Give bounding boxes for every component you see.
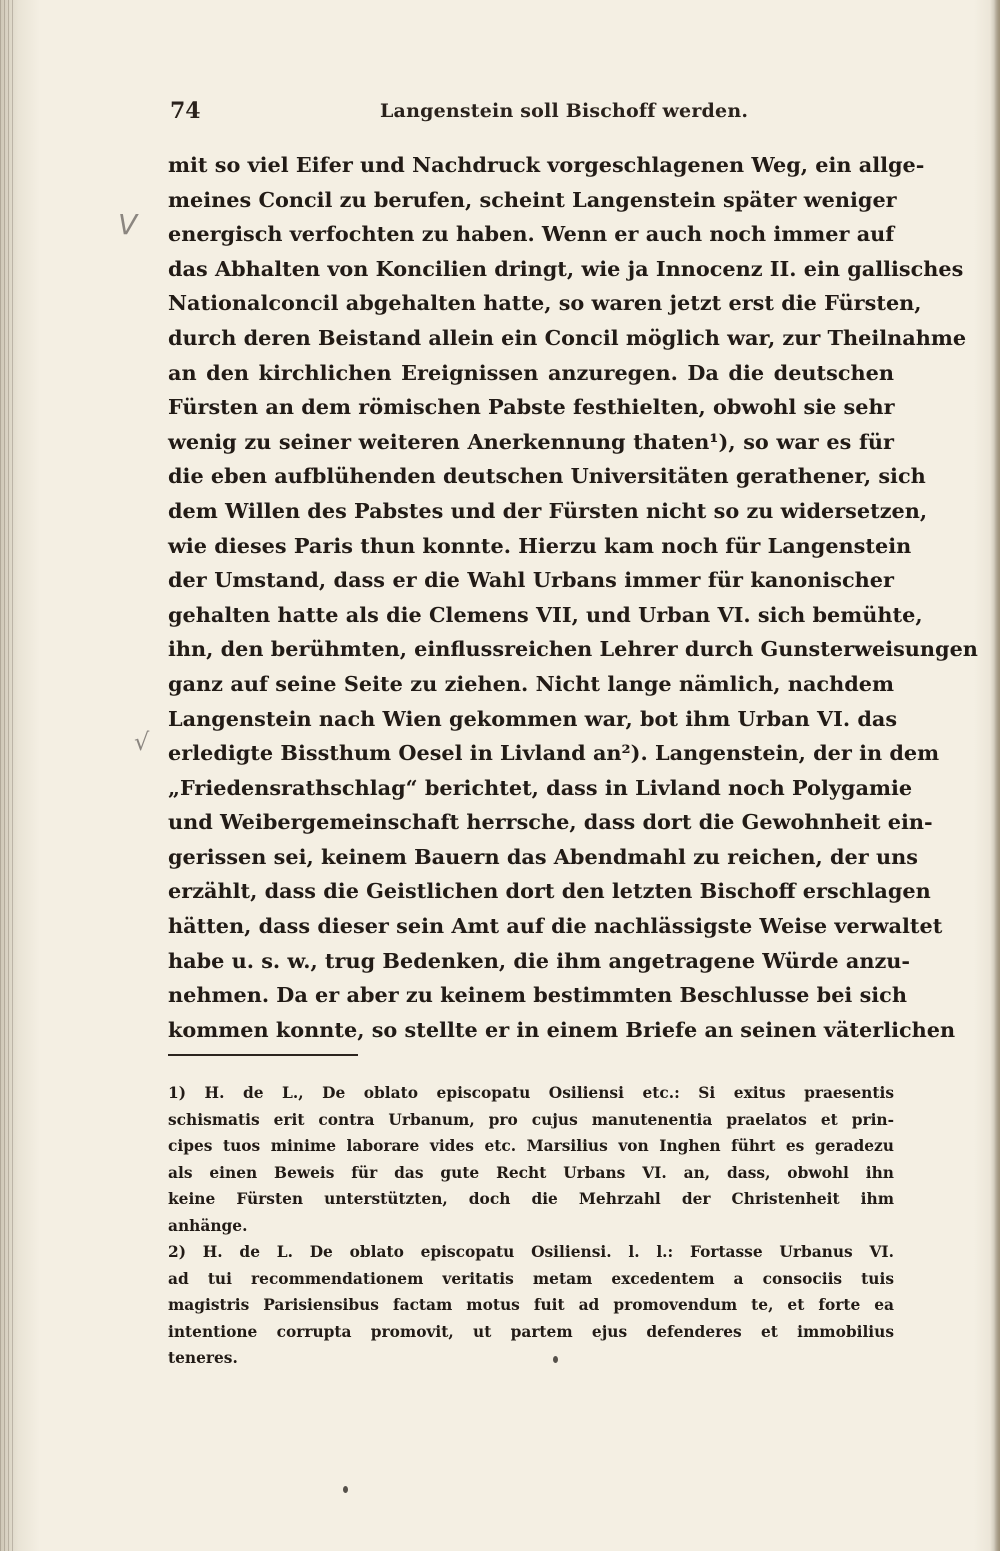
text-line: Nationalconcil abgehalten hatte, so waren jetzt erst die Fürsten, bbox=[168, 290, 922, 316]
text-line: wenig zu seiner weiteren Anerkennung thaten¹), so war es für bbox=[168, 428, 894, 454]
margin-annotation-check: V bbox=[118, 208, 138, 241]
text-line: erledigte Bissthum Oesel in Livland an²). Langenstein, der in dem bbox=[168, 740, 940, 766]
page-gutter bbox=[0, 0, 14, 1551]
text-line: gerissen sei, keinem Bauern das Abendmahl zu reichen, der uns bbox=[168, 843, 918, 869]
text-line: gehalten hatte als die Clemens VII, und Urban VI. sich bemühte, bbox=[168, 601, 923, 627]
footnote-line: ad tui recommendationem veritatis metam excedentem a consociis tuis bbox=[168, 1269, 894, 1288]
text-line: ihn, den berühmten, einflussreichen Lehrer durch Gunsterweisungen bbox=[168, 636, 978, 662]
footnote-line: intentione corrupta promovit, ut partem ejus defenderes et immobilius bbox=[168, 1322, 894, 1341]
footnote-line: magistris Parisiensibus factam motus fuit ad promovendum te, et forte ea bbox=[168, 1296, 894, 1314]
footnote-line: 2) H. de L. De oblato episcopatu Osiliensi. l. l.: Fortasse Urbanus VI. bbox=[168, 1243, 894, 1261]
text-line: hätten, dass dieser sein Amt auf die nachlässigste Weise verwaltet bbox=[168, 913, 943, 939]
running-header bbox=[170, 98, 896, 130]
margin-annotation-tick: √ bbox=[134, 728, 150, 756]
text-line: und Weibergemeinschaft herrsche, dass dort die Gewohnheit ein- bbox=[168, 809, 933, 835]
footnote-line: cipes tuos minime laborare vides etc. Marsilius von Inghen führt es geradezu bbox=[168, 1137, 894, 1155]
footnote-line: keine Fürsten unterstützten, doch die Mehrzahl der Christenheit ihm bbox=[168, 1190, 894, 1208]
text-line: mit so viel Eifer und Nachdruck vorgeschlagenen Weg, ein allge- bbox=[168, 152, 925, 177]
footnote-line: teneres. bbox=[168, 1349, 238, 1367]
text-line: Langenstein nach Wien gekommen war, bot ihm Urban VI. das bbox=[168, 705, 898, 731]
text-line: habe u. s. w., trug Bedenken, die ihm angetragene Würde anzu- bbox=[168, 947, 911, 973]
main-text bbox=[168, 148, 978, 1047]
text-line: erzählt, dass die Geistlichen dort den letzten Bischoff erschlagen bbox=[168, 878, 931, 904]
page-number: 74 bbox=[170, 98, 201, 124]
text-line: Fürsten an dem römischen Pabste festhielten, obwohl sie sehr bbox=[168, 394, 895, 420]
text-line: wie dieses Paris thun konnte. Hierzu kam noch für Langenstein bbox=[168, 532, 912, 558]
ink-speck bbox=[553, 1356, 558, 1363]
text-line: ganz auf seine Seite zu ziehen. Nicht lange nämlich, nachdem bbox=[168, 670, 894, 696]
text-line: kommen konnte, so stellte er in einem Briefe an seinen väterlichen bbox=[168, 1016, 956, 1042]
text-line: dem Willen des Pabstes und der Fürsten nicht so zu widersetzen, bbox=[168, 497, 928, 523]
text-line: durch deren Beistand allein ein Concil möglich war, zur Theilnahme bbox=[168, 324, 967, 350]
text-line: der Umstand, dass er die Wahl Urbans immer für kanonischer bbox=[168, 567, 894, 593]
page-edge-shadow bbox=[994, 0, 1000, 1551]
ink-speck bbox=[343, 1486, 348, 1493]
text-line: die eben aufblühenden deutschen Universitäten gerathener, sich bbox=[168, 463, 926, 489]
text-line: nehmen. Da er aber zu keinem bestimmten Beschlusse bei sich bbox=[168, 982, 907, 1008]
text-line: das Abhalten von Koncilien dringt, wie ja Innocenz II. ein gallisches bbox=[168, 255, 964, 281]
text-line: „Friedensrathschlag“ berichtet, dass in Livland noch Polygamie bbox=[168, 774, 913, 800]
footnotes bbox=[168, 1080, 894, 1372]
text-line: energisch verfochten zu haben. Wenn er auch noch immer auf bbox=[168, 221, 895, 247]
footnote-divider bbox=[168, 1054, 358, 1056]
footnote-line: schismatis erit contra Urbanum, pro cujus manutenentia praelatos et prin- bbox=[168, 1110, 894, 1129]
footnote-line: anhänge. bbox=[168, 1216, 248, 1235]
footnote-line: als einen Beweis für das gute Recht Urbans VI. an, dass, obwohl ihn bbox=[168, 1163, 894, 1182]
text-line: meines Concil zu berufen, scheint Langenstein später weniger bbox=[168, 186, 897, 212]
text-line: an den kirchlichen Ereignissen anzuregen. Da die deutschen bbox=[168, 359, 894, 385]
footnote-line: 1) H. de L., De oblato episcopatu Osiliensi etc.: Si exitus praesentis bbox=[168, 1084, 894, 1102]
running-title: Langenstein soll Bischoff werden. bbox=[380, 100, 749, 122]
